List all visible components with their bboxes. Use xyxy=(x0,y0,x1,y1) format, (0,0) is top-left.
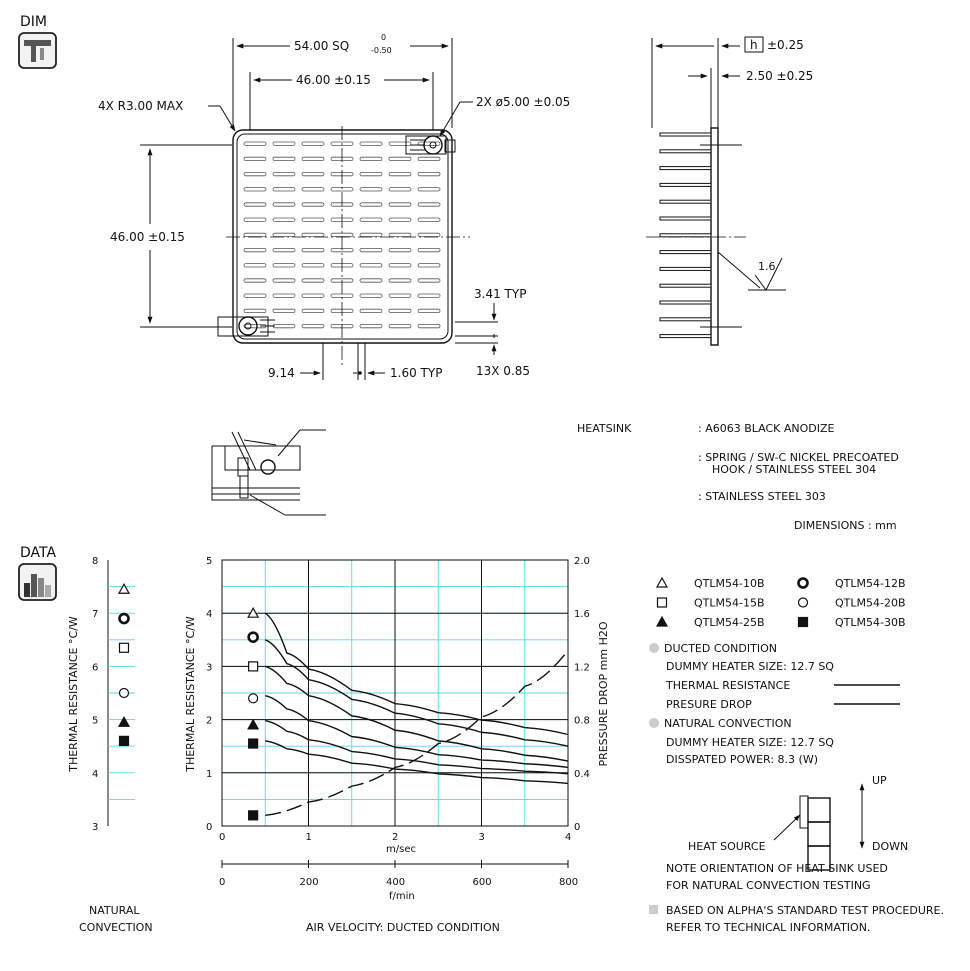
natural-bullet xyxy=(649,718,659,728)
svg-text:: A6063 BLACK ANODIZE: : A6063 BLACK ANODIZE xyxy=(698,422,835,435)
pin-fin xyxy=(273,309,295,312)
side-fin xyxy=(660,133,711,136)
pin-fin xyxy=(244,218,266,221)
ducted-xlabel: m/sec xyxy=(386,844,416,855)
ducted-x2tick-label: 600 xyxy=(472,877,492,888)
heatsink-side-view xyxy=(646,37,813,345)
legend-label: QTLM54-12B xyxy=(835,577,906,590)
pin-fin xyxy=(389,324,411,327)
pin-fin xyxy=(244,203,266,206)
ducted-ytick-label: 2 xyxy=(206,715,213,727)
legend-marker xyxy=(799,598,808,607)
pin-fin xyxy=(389,142,411,145)
pin-fin xyxy=(389,264,411,267)
svg-text:DUMMY HEATER SIZE: 12.7 SQ: DUMMY HEATER SIZE: 12.7 SQ xyxy=(666,660,834,673)
pin-fin xyxy=(273,279,295,282)
svg-text:46.00 ±0.15: 46.00 ±0.15 xyxy=(110,230,185,244)
ducted-point xyxy=(249,739,258,748)
svg-text:THERMAL RESISTANCE: THERMAL RESISTANCE xyxy=(666,679,791,692)
svg-text:DUMMY HEATER SIZE: 12.7 SQ: DUMMY HEATER SIZE: 12.7 SQ xyxy=(666,736,834,749)
pin-fin xyxy=(302,203,324,206)
ducted-x2tick-label: 800 xyxy=(559,877,579,888)
pin-fin xyxy=(360,279,382,282)
pin-fin xyxy=(418,157,440,160)
pin-fin xyxy=(360,324,382,327)
legend-marker xyxy=(658,598,667,607)
natural-point xyxy=(120,689,129,698)
ducted-y2tick-label: 1.6 xyxy=(574,609,590,621)
ducted-xtick-label: 4 xyxy=(565,832,572,843)
radius-callout xyxy=(98,99,235,131)
pin-fin xyxy=(273,324,295,327)
ducted-bullet xyxy=(649,643,659,653)
pin-fin xyxy=(418,203,440,206)
pin-fin-grid xyxy=(244,142,440,328)
natural-caption-2: CONVECTION xyxy=(79,921,153,934)
pin-fin xyxy=(244,279,266,282)
pin-fin xyxy=(418,188,440,191)
pin-fin xyxy=(273,157,295,160)
natural-ytick-label: 5 xyxy=(92,715,99,727)
pin-fin xyxy=(418,294,440,297)
legend-label: QTLM54-10B xyxy=(694,577,765,590)
pin-fin xyxy=(244,248,266,251)
side-fin xyxy=(660,335,711,338)
ducted-ytick-label: 1 xyxy=(206,768,213,780)
ducted-y2tick-label: 0 xyxy=(574,822,581,833)
svg-text:PRESURE DROP: PRESURE DROP xyxy=(666,698,752,711)
pin-fin xyxy=(418,172,440,175)
svg-text:: SPRING / SW-C NICKEL PRECOAT: : SPRING / SW-C NICKEL PRECOATED xyxy=(698,451,899,464)
pin-fin xyxy=(418,324,440,327)
pin-fin xyxy=(418,279,440,282)
dim-section-title: DIM xyxy=(20,14,47,30)
pin-fin xyxy=(302,218,324,221)
pin-fin xyxy=(389,203,411,206)
ducted-point xyxy=(248,720,258,729)
pin-fin xyxy=(244,188,266,191)
pin-fin xyxy=(302,264,324,267)
pin-fin xyxy=(273,142,295,145)
side-fin xyxy=(660,200,711,203)
pin-fin xyxy=(302,188,324,191)
pin-fin xyxy=(418,233,440,236)
svg-text:2.50 ±0.25: 2.50 ±0.25 xyxy=(746,69,814,83)
pin-fin xyxy=(360,309,382,312)
pin-fin xyxy=(418,248,440,251)
pin-fin xyxy=(389,233,411,236)
pin-fin xyxy=(360,233,382,236)
legend-marker xyxy=(799,618,808,627)
ducted-condition-chart xyxy=(184,556,610,902)
svg-text:1.60 TYP: 1.60 TYP xyxy=(390,366,443,380)
pin-fin xyxy=(360,203,382,206)
clip-detail-view xyxy=(212,430,326,515)
svg-text:9.14: 9.14 xyxy=(268,366,295,380)
side-fin xyxy=(660,183,711,186)
svg-text:h: h xyxy=(750,38,758,52)
ducted-y2label: PRESSURE DROP mm H2O xyxy=(597,621,610,767)
pin-fin xyxy=(302,172,324,175)
svg-text:HOOK / STAINLESS STEEL 304: HOOK / STAINLESS STEEL 304 xyxy=(712,463,877,476)
svg-text:0: 0 xyxy=(381,33,387,42)
ducted-xtick-label: 1 xyxy=(305,832,312,843)
ducted-xtick-label: 0 xyxy=(219,832,226,843)
thermal-resistance-line xyxy=(265,721,568,774)
ducted-y2tick-label: 1.2 xyxy=(574,662,590,674)
pin-fin xyxy=(244,233,266,236)
legend xyxy=(649,577,906,766)
pin-fin xyxy=(360,264,382,267)
pin-fin xyxy=(389,188,411,191)
natural-convection-chart xyxy=(67,556,135,833)
hole-callout xyxy=(440,95,570,136)
svg-text:: STAINLESS STEEL 303: : STAINLESS STEEL 303 xyxy=(698,490,826,503)
pin-fin xyxy=(389,279,411,282)
side-fin xyxy=(660,251,711,254)
pin-fin xyxy=(244,157,266,160)
pin-fin xyxy=(360,218,382,221)
pin-fin xyxy=(244,264,266,267)
ducted-ytick-label: 5 xyxy=(206,556,213,567)
legend-label: QTLM54-25B xyxy=(694,616,765,629)
ducted-y2tick-label: 0.8 xyxy=(574,715,590,727)
side-fin xyxy=(660,167,711,170)
svg-text:UP: UP xyxy=(872,774,887,787)
ducted-ytick-label: 4 xyxy=(206,609,213,621)
ducted-point xyxy=(249,694,258,703)
svg-text:46.00 ±0.15: 46.00 ±0.15 xyxy=(296,73,371,87)
svg-text:FOR NATURAL CONVECTION TESTING: FOR NATURAL CONVECTION TESTING xyxy=(666,879,871,892)
ducted-y2tick-label: 2.0 xyxy=(574,556,590,567)
side-fin xyxy=(660,318,711,321)
svg-text:DOWN: DOWN xyxy=(872,840,909,853)
pin-fin xyxy=(302,309,324,312)
svg-text:NATURAL CONVECTION: NATURAL CONVECTION xyxy=(664,717,792,730)
ducted-y2tick-label: 0.4 xyxy=(574,768,590,780)
natural-ytick-label: 8 xyxy=(92,556,99,567)
side-fin xyxy=(660,267,711,270)
svg-text:HEATSINK: HEATSINK xyxy=(577,422,632,435)
pin-fin xyxy=(360,294,382,297)
pin-fin xyxy=(273,294,295,297)
pin-fin xyxy=(389,294,411,297)
ducted-point xyxy=(249,633,258,642)
heatsink-top-view xyxy=(218,126,470,365)
natural-ytick-label: 6 xyxy=(92,662,99,674)
pin-fin xyxy=(273,264,295,267)
pin-fin xyxy=(389,309,411,312)
side-fin xyxy=(660,150,711,153)
fin-spacing-dims xyxy=(268,287,530,380)
pin-fin xyxy=(302,324,324,327)
ducted-x2tick-label: 200 xyxy=(299,877,319,888)
pin-fin xyxy=(273,218,295,221)
data-section-title: DATA xyxy=(20,545,57,561)
svg-text:HEAT SOURCE: HEAT SOURCE xyxy=(688,840,766,853)
dim-46-vertical xyxy=(110,145,232,327)
legend-marker xyxy=(657,617,667,626)
legend-label: QTLM54-20B xyxy=(835,596,906,610)
pin-fin xyxy=(418,264,440,267)
pin-fin xyxy=(302,248,324,251)
pin-fin xyxy=(389,218,411,221)
natural-point xyxy=(120,614,129,623)
svg-text:1.6: 1.6 xyxy=(758,260,776,273)
pin-fin xyxy=(360,188,382,191)
svg-text:BASED ON ALPHA'S STANDARD TEST: BASED ON ALPHA'S STANDARD TEST PROCEDURE. xyxy=(666,904,944,917)
side-fin xyxy=(660,234,711,237)
pin-fin xyxy=(273,203,295,206)
legend-label: QTLM54-30B xyxy=(835,616,906,629)
ducted-xtick-label: 2 xyxy=(392,832,399,843)
natural-point xyxy=(119,584,129,593)
natural-ylabel: THERMAL RESISTANCE °C/W xyxy=(67,616,80,772)
svg-text:-0.50: -0.50 xyxy=(371,46,392,55)
pin-fin xyxy=(244,172,266,175)
svg-text:4X R3.00 MAX: 4X R3.00 MAX xyxy=(98,99,184,113)
pin-fin xyxy=(389,172,411,175)
svg-text:DUCTED CONDITION: DUCTED CONDITION xyxy=(664,642,777,655)
natural-caption-1: NATURAL xyxy=(89,904,140,917)
pin-fin xyxy=(302,294,324,297)
svg-text:13X 0.85: 13X 0.85 xyxy=(476,364,531,378)
orientation-diagram xyxy=(649,774,944,934)
svg-text:±0.25: ±0.25 xyxy=(767,38,804,52)
natural-point xyxy=(120,736,129,745)
pin-fin xyxy=(273,172,295,175)
svg-text:54.00 SQ: 54.00 SQ xyxy=(294,39,350,53)
pin-fin xyxy=(360,157,382,160)
svg-text:NOTE ORIENTATION OF HEAT SINK: NOTE ORIENTATION OF HEAT SINK USED xyxy=(666,862,888,875)
ducted-x2label: f/min xyxy=(389,891,415,902)
pin-fin xyxy=(244,294,266,297)
ducted-ytick-label: 0 xyxy=(206,822,213,833)
ducted-point xyxy=(249,662,258,671)
pin-fin xyxy=(273,188,295,191)
pin-fin xyxy=(302,233,324,236)
dim-46-horizontal xyxy=(250,72,433,130)
svg-text:DISSPATED POWER: 8.3 (W): DISSPATED POWER: 8.3 (W) xyxy=(666,753,818,766)
pin-fin xyxy=(360,142,382,145)
pin-fin xyxy=(360,172,382,175)
natural-ytick-label: 3 xyxy=(92,822,99,833)
pin-fin xyxy=(244,142,266,145)
pin-fin xyxy=(302,279,324,282)
pin-fin xyxy=(360,248,382,251)
pin-fin xyxy=(331,294,353,297)
ducted-ylabel: THERMAL RESISTANCE °C/W xyxy=(184,616,197,772)
bar-chart-icon xyxy=(19,564,56,600)
side-fin xyxy=(660,301,711,304)
svg-text:2X ø5.00 ±0.05: 2X ø5.00 ±0.05 xyxy=(476,95,571,109)
pin-fin xyxy=(273,248,295,251)
ducted-x2tick-label: 400 xyxy=(386,877,406,888)
natural-ytick-label: 7 xyxy=(92,609,99,621)
side-fin xyxy=(660,217,711,220)
legend-label: QTLM54-15B xyxy=(694,596,765,610)
pin-fin xyxy=(418,309,440,312)
natural-point xyxy=(120,643,129,652)
side-fin xyxy=(660,284,711,287)
pin-fin xyxy=(418,218,440,221)
thermal-resistance-line xyxy=(265,741,568,784)
pin-fin xyxy=(389,248,411,251)
pin-fin xyxy=(302,157,324,160)
ducted-xtick-label: 3 xyxy=(478,832,485,843)
legend-marker xyxy=(799,579,808,588)
air-velocity-caption: AIR VELOCITY: DUCTED CONDITION xyxy=(306,921,500,934)
pin-fin xyxy=(389,157,411,160)
pin-fin xyxy=(273,233,295,236)
natural-ytick-label: 4 xyxy=(92,768,99,780)
pin-fin xyxy=(244,309,266,312)
materials-block xyxy=(577,422,899,532)
svg-text:DIMENSIONS : mm: DIMENSIONS : mm xyxy=(794,519,897,532)
caliper-icon xyxy=(19,33,56,68)
natural-point xyxy=(119,717,129,726)
svg-text:REFER TO TECHNICAL INFORMATION: REFER TO TECHNICAL INFORMATION. xyxy=(666,921,871,934)
ducted-point xyxy=(249,811,258,820)
ducted-ytick-label: 3 xyxy=(206,662,213,674)
pin-fin xyxy=(302,142,324,145)
svg-text:3.41 TYP: 3.41 TYP xyxy=(474,287,527,301)
ducted-x2tick-label: 0 xyxy=(219,877,226,888)
legend-marker xyxy=(657,578,667,587)
pressure-drop-line xyxy=(265,650,568,815)
